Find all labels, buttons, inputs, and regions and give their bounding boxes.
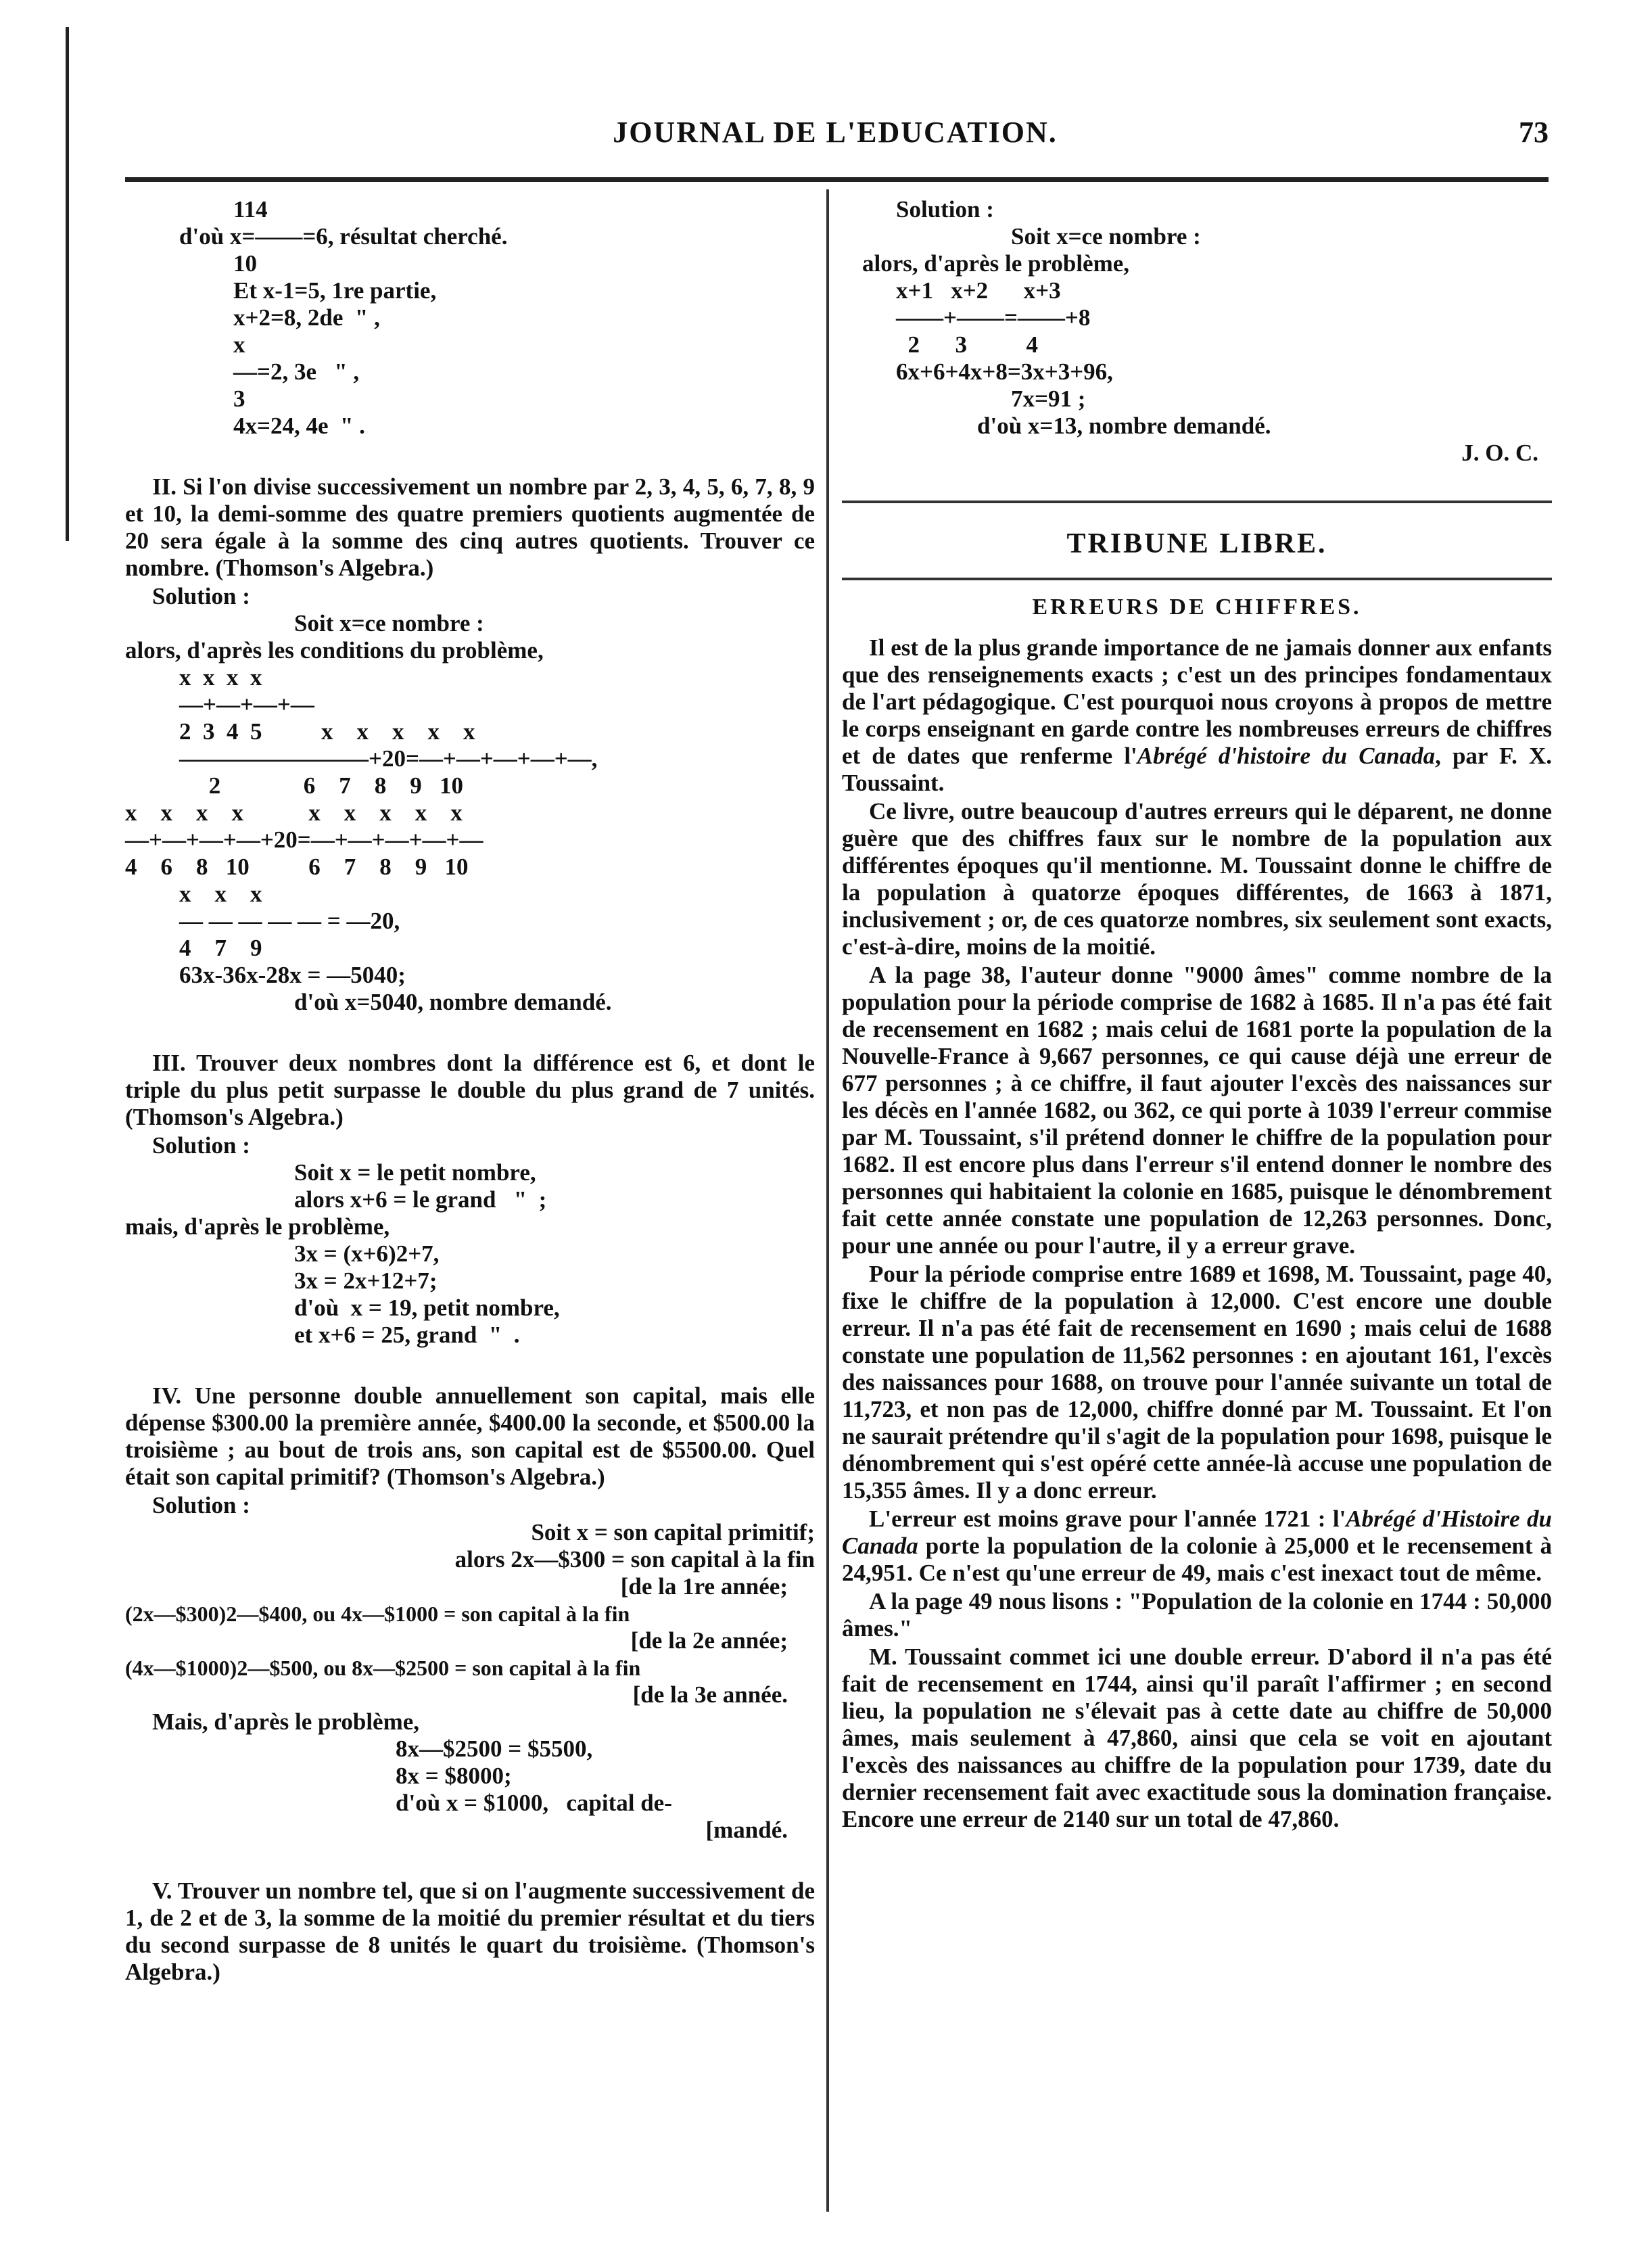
math-line: 8x = $8000; bbox=[396, 1763, 512, 1789]
math-line: x bbox=[233, 331, 245, 358]
math-line: Soit x=ce nombre : bbox=[1011, 223, 1201, 250]
math-line: x+1 x+2 x+3 bbox=[896, 277, 1061, 304]
math-line: d'où x=——=6, résultat cherché. bbox=[179, 223, 508, 250]
column-divider bbox=[826, 189, 829, 2212]
math-line: Soit x = le petit nombre, bbox=[294, 1159, 536, 1186]
math-line: Soit x = son capital primitif; bbox=[531, 1519, 815, 1545]
math-block-3 bbox=[125, 1159, 815, 1349]
math-line: alors x+6 = le grand " ; bbox=[294, 1186, 547, 1213]
article-paragraph: M. Toussaint commet ici une double erreur. D'abord il n'a pas été fait de recensement en 1744, ainsi qu'il paraît l'affirmer ; en second lieu, la population ne s'élevait pas à cette date au chiffre de 50,000 âmes, mais seulement à 47,860, ainsi que cela se voit en ajoutant l'excès des naissances au chiffre de la population pour 1739, date du dernier recensement fait avec exactitude sous la domination française. Encore une erreur de 2140 sur un total de 47,860. bbox=[842, 1644, 1552, 1832]
math-line: et x+6 = 25, grand " . bbox=[294, 1322, 520, 1348]
paragraph-text: L'erreur est moins grave pour l'année 1721 : l' bbox=[869, 1506, 1346, 1532]
section-rule bbox=[842, 578, 1552, 580]
right-column bbox=[842, 196, 1552, 1834]
math-line: Mais, d'après le problème, bbox=[152, 1708, 420, 1735]
spacer bbox=[125, 1844, 815, 1878]
math-block-5 bbox=[842, 223, 1552, 440]
page-number: 73 bbox=[1519, 116, 1549, 149]
spacer bbox=[125, 440, 815, 473]
math-line: 63x-36x-28x = —5040; bbox=[179, 962, 406, 988]
math-line: ——+——=——+8 bbox=[896, 304, 1091, 331]
math-line: Soit x=ce nombre : bbox=[294, 610, 484, 636]
math-line: alors, d'après les conditions du problème, bbox=[125, 637, 544, 664]
math-line: Et x-1=5, 1re partie, bbox=[233, 277, 437, 304]
page-header bbox=[122, 115, 1549, 162]
paragraph-text: Il est de la plus grande importance de ne jamais donner aux enfants que des renseignements exacts ; c'est un des principes fondamentaux de l'art pédagogique. C'est pourquoi nous croyons à propos de mettre le corps enseignant en garde contre les nombreuses erreurs de chiffres et de dates que renferme l' bbox=[842, 634, 1552, 769]
math-line: 4x=24, 4e " . bbox=[233, 413, 365, 439]
math-line: 2 3 4 5 x x x x x bbox=[179, 718, 475, 745]
problem-2: II. Si l'on divise successivement un nombre par 2, 3, 4, 5, 6, 7, 8, 9 et 10, la demi-somme des quatre premiers quotients augmentée de 20 sera égale à la somme des cinq autres quotients. Trouver ce nombre. (Thomson's Algebra.) bbox=[125, 473, 815, 581]
journal-title: JOURNAL DE L'EDUCATION. bbox=[613, 116, 1058, 149]
math-line: d'où x = $1000, capital de- bbox=[396, 1790, 672, 1816]
signature: J. O. C. bbox=[1461, 440, 1538, 466]
math-block-4 bbox=[125, 1519, 815, 1844]
math-line: 7x=91 ; bbox=[1011, 386, 1086, 412]
solution-label: Solution : bbox=[152, 583, 250, 609]
math-line: [de la 1re année; bbox=[620, 1573, 788, 1600]
math-line: —=2, 3e " , bbox=[233, 358, 360, 385]
math-line: (4x—$1000)2—$500, ou 8x—$2500 = son capital à la fin bbox=[125, 1656, 641, 1680]
math-line: x x x x bbox=[179, 664, 262, 691]
math-line: 10 bbox=[233, 250, 257, 277]
math-line: 2 3 4 bbox=[896, 331, 1038, 358]
article-title: ERREURS DE CHIFFRES. bbox=[1032, 595, 1362, 620]
math-block-2 bbox=[125, 610, 815, 1016]
math-line: d'où x=13, nombre demandé. bbox=[977, 413, 1271, 439]
article-paragraph bbox=[842, 634, 1552, 797]
math-line: ————————+20=—+—+—+—+—, bbox=[179, 745, 598, 772]
math-line: — — — — — = —20, bbox=[179, 908, 400, 934]
math-line: 4 7 9 bbox=[179, 935, 262, 961]
spacer bbox=[125, 1349, 815, 1382]
math-line: 4 6 8 10 6 7 8 9 10 bbox=[125, 854, 469, 880]
math-line: —+—+—+—+20=—+—+—+—+— bbox=[125, 827, 483, 853]
margin-rule bbox=[66, 27, 69, 541]
paragraph-text: , par F. X. Toussaint. bbox=[842, 743, 1553, 796]
solution-label: Solution : bbox=[152, 1492, 250, 1518]
solution-label: Solution : bbox=[896, 196, 994, 223]
math-line: mais, d'après le problème, bbox=[125, 1213, 390, 1240]
section-rule bbox=[842, 501, 1552, 503]
math-line: 6x+6+4x+8=3x+3+96, bbox=[896, 358, 1113, 385]
article-paragraph: Pour la période comprise entre 1689 et 1698, M. Toussaint, page 40, fixe le chiffre de la population à 12,000. C'est encore une double erreur. Il n'a pas été fait de recensement en 1690 ; mais celui de 1688 constate une population de 11,562 personnes : en ajoutant 161, l'excès des naissances pour 1688, on trouve pour l'année suivante un total de 11,723, et non pas de 12,000, chiffre donné par M. Toussaint. Et l'on ne saurait prétendre qu'il s'agit de la population pour 1698, puisque le dénombrement qui s'est opéré cette année-là accuse une population de 15,355 âmes. Il y a donc erreur. bbox=[842, 1261, 1552, 1504]
math-line: d'où x = 19, petit nombre, bbox=[294, 1295, 560, 1321]
math-line: alors, d'après le problème, bbox=[862, 250, 1130, 277]
math-line: x x x bbox=[179, 881, 262, 907]
math-line: [de la 3e année. bbox=[632, 1681, 788, 1708]
section-title: TRIBUNE LIBRE. bbox=[1066, 528, 1327, 559]
math-line: 114 bbox=[233, 196, 268, 223]
math-line: (2x—$300)2—$400, ou 4x—$1000 = son capital à la fin bbox=[125, 1602, 630, 1626]
math-line: [de la 2e année; bbox=[630, 1627, 788, 1654]
math-line: 2 6 7 8 9 10 bbox=[179, 772, 463, 799]
math-line: x+2=8, 2de " , bbox=[233, 304, 380, 331]
math-line: 3 bbox=[233, 386, 245, 412]
math-line: 3x = (x+6)2+7, bbox=[294, 1240, 440, 1267]
math-line: d'où x=5040, nombre demandé. bbox=[294, 989, 612, 1015]
spacer bbox=[125, 1016, 815, 1050]
math-line: x x x x x x x x x bbox=[125, 799, 463, 826]
math-line: —+—+—+— bbox=[179, 691, 314, 718]
article-paragraph: A la page 49 nous lisons : "Population de la colonie en 1744 : 50,000 âmes." bbox=[842, 1588, 1552, 1642]
paragraph-text: porte la population de la colonie à 25,000 et le recensement à 24,951. Ce n'est qu'une erreur de 49, mais c'est inexact tout de même. bbox=[842, 1533, 1552, 1586]
article-paragraph: Ce livre, outre beaucoup d'autres erreurs qui le déparent, ne donne guère que des chiffres faux sur le nombre de la population aux différentes époques qu'il mentionne. M. Toussaint donne le chiffre de la population à quatorze époques différentes, de 1663 à 1871, inclusivement ; or, de ces quatorze nombres, six seulement sont exacts, c'est-à-dire, moins de la moitié. bbox=[842, 798, 1552, 960]
book-title: Abrégé d'histoire du Canada bbox=[1137, 743, 1436, 769]
book-title: Abrégé d'Histoire du Canada bbox=[842, 1506, 1552, 1559]
math-block-1 bbox=[125, 196, 815, 440]
math-line: 3x = 2x+12+7; bbox=[294, 1267, 438, 1294]
problem-5: V. Trouver un nombre tel, que si on l'augmente successivement de 1, de 2 et de 3, la somme de la moitié du premier résultat et du tiers du second surpasse de 8 unités le quart du troisième. (Thomson's Algebra.) bbox=[125, 1878, 815, 1985]
problem-3: III. Trouver deux nombres dont la différence est 6, et dont le triple du plus petit surpasse le double du plus grand de 7 unités. (Thomson's Algebra.) bbox=[125, 1050, 815, 1130]
left-column bbox=[125, 196, 815, 1987]
math-line: [mandé. bbox=[705, 1817, 788, 1843]
math-line: 8x—$2500 = $5500, bbox=[396, 1736, 593, 1762]
article-paragraph bbox=[842, 1506, 1552, 1587]
article-paragraph: A la page 38, l'auteur donne "9000 âmes" comme nombre de la population pour la période comprise de 1682 à 1685. Il n'a pas été fait de recensement en 1682 ; mais celui de 1681 porte la population de la Nouvelle-France à 9,667 personnes, ce qui cause déjà une erreur de 677 personnes ; à ce chiffre, il faut ajouter l'excès des naissances sur les décès en l'année 1682, ou 362, ce qui porte à 1039 l'erreur commise par M. Toussaint, s'il prétend donner le chiffre de la population pour 1682. Il est encore plus dans l'erreur s'il entend donner le nombre des personnes qui habitaient la colonie en 1685, puisque le dénombrement fait cette année constate une population de 12,263 personnes. Donc, pour une année ou pour l'autre, il y a erreur grave. bbox=[842, 962, 1552, 1259]
solution-label: Solution : bbox=[152, 1132, 250, 1159]
header-rule bbox=[125, 177, 1549, 182]
problem-4: IV. Une personne double annuellement son capital, mais elle dépense $300.00 la première année, $400.00 la seconde, et $500.00 la troisième ; au bout de trois ans, son capital est de $5500.00. Quel était son capital primitif? (Thomson's Algebra.) bbox=[125, 1382, 815, 1490]
math-line: alors 2x—$300 = son capital à la fin bbox=[454, 1546, 815, 1573]
